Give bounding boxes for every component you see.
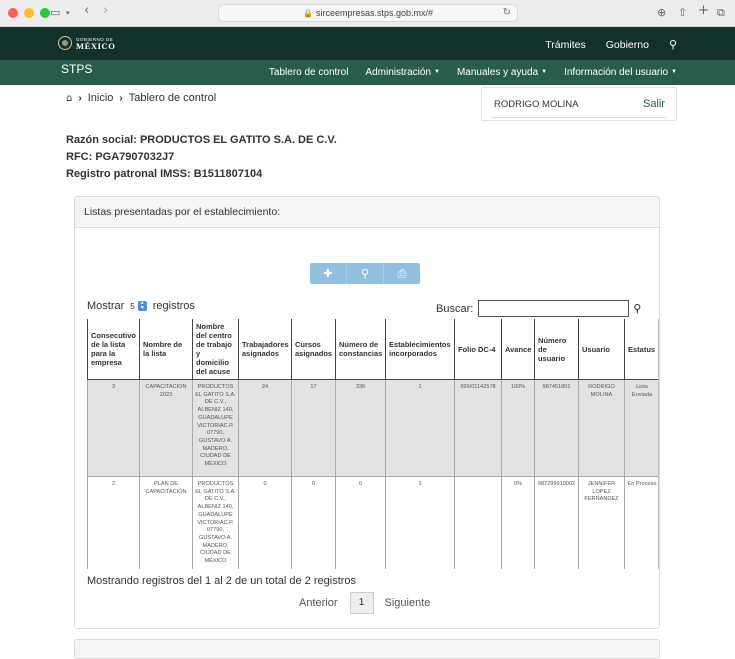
- table-cell: 999/01142578: [455, 380, 502, 477]
- url-text: sirceempresas.stps.gob.mx/#: [315, 8, 433, 18]
- nav-gobierno[interactable]: Gobierno: [605, 38, 649, 51]
- table-cell: 100%: [502, 380, 535, 477]
- page-length-control: [87, 300, 195, 312]
- gov-nav: [545, 38, 677, 51]
- show-label: Mostrar: [87, 300, 125, 312]
- new-tab-icon[interactable]: +: [698, 3, 709, 18]
- lock-icon: 🔒: [302, 8, 313, 18]
- table-cell: Lista Enviada: [625, 380, 660, 477]
- lists-table-wrapper[interactable]: [87, 319, 659, 569]
- breadcrumb-current: Tablero de control: [128, 92, 217, 104]
- action-buttons: [310, 263, 420, 284]
- breadcrumb: [66, 92, 216, 104]
- col-header[interactable]: Cursos asignados: [292, 319, 336, 380]
- table-cell: [455, 477, 502, 570]
- address-bar[interactable]: [218, 4, 518, 22]
- col-header[interactable]: Número de constancias: [336, 319, 386, 380]
- download-icon[interactable]: ⊕: [657, 6, 667, 19]
- razon-social: Razón social: PRODUCTOS EL GATITO S.A. DE C.V.: [66, 134, 337, 146]
- table-cell: 987299910002: [535, 477, 579, 570]
- nav-tramites[interactable]: Trámites: [545, 38, 586, 51]
- col-header[interactable]: Consecutivo de la lista para la empresa: [88, 319, 140, 380]
- registro-imss: Registro patronal IMSS: B1511807104: [66, 168, 263, 180]
- share-icon[interactable]: ⇧: [678, 6, 688, 19]
- table-row[interactable]: [88, 380, 660, 477]
- chevron-down-icon[interactable]: ▾: [66, 9, 70, 17]
- gov-logo[interactable]: [58, 36, 116, 50]
- window-controls: [8, 8, 50, 18]
- browser-toolbar: [0, 0, 735, 27]
- forward-icon[interactable]: ›: [103, 3, 109, 18]
- search-input[interactable]: [478, 300, 629, 317]
- caret-down-icon: ▼: [541, 69, 548, 75]
- search-list-button[interactable]: ⚲: [347, 263, 384, 284]
- menu-info-usuario[interactable]: Información del usuario ▼: [564, 67, 677, 78]
- add-list-button[interactable]: ✚: [310, 263, 347, 284]
- table-cell: 336: [336, 380, 386, 477]
- table-cell: 0: [336, 477, 386, 570]
- prev-page-button[interactable]: Anterior: [299, 597, 338, 609]
- panel-heading: Listas presentadas por el establecimiento:: [75, 197, 659, 228]
- table-cell: 0: [239, 477, 292, 570]
- logout-link[interactable]: Salir: [642, 98, 665, 110]
- main-menu: [269, 67, 677, 78]
- col-header[interactable]: Número de usuario: [535, 319, 579, 380]
- table-info: Mostrando registros del 1 al 2 de un total de 2 registros: [87, 575, 357, 587]
- table-cell: 17: [292, 380, 336, 477]
- next-panel: [74, 639, 660, 659]
- col-header[interactable]: Nombre de la lista: [140, 319, 193, 380]
- home-icon[interactable]: ⌂: [66, 92, 73, 104]
- back-icon[interactable]: ‹: [84, 3, 90, 18]
- logo-small-text: GOBIERNO DE: [76, 37, 114, 42]
- table-cell: 1: [386, 477, 455, 570]
- caret-down-icon: ▼: [671, 69, 677, 75]
- table-cell: 987451801: [535, 380, 579, 477]
- search-label: Buscar:: [436, 302, 474, 315]
- pagination: [299, 592, 430, 614]
- seal-icon: [58, 36, 72, 50]
- search-icon[interactable]: ⚲: [633, 302, 642, 315]
- zoom-window-button[interactable]: [40, 8, 50, 18]
- table-cell: PRODUCTOS EL GATITO S.A. DE C.V., ALBENIZ 140, GUADALUPE VICTORIAC.P. 07790, GUSTAVO A. MADERO, CIUDAD DE MÉXICO: [193, 477, 239, 570]
- lists-table: [87, 319, 659, 569]
- divider: [492, 117, 666, 118]
- table-cell: RODRIGO MOLINA: [579, 380, 625, 477]
- reload-icon[interactable]: ↻: [502, 7, 511, 18]
- tabs-icon[interactable]: ⧉: [717, 6, 725, 19]
- menu-tablero[interactable]: Tablero de control: [268, 67, 349, 78]
- chevron-right-icon: ›: [119, 92, 123, 104]
- next-page-button[interactable]: Siguiente: [384, 597, 431, 609]
- select-arrows-icon: ▴ ▾: [138, 301, 147, 311]
- table-cell: En Proceso: [625, 477, 660, 570]
- col-header[interactable]: Trabajadores asignados: [239, 319, 292, 380]
- col-header[interactable]: Establecimientos incorporados: [386, 319, 455, 380]
- minimize-window-button[interactable]: [24, 8, 34, 18]
- table-cell: 1: [386, 380, 455, 477]
- rfc: RFC: PGA7907032J7: [66, 151, 175, 163]
- sidebar-icon[interactable]: ▭: [50, 6, 61, 19]
- close-window-button[interactable]: [8, 8, 18, 18]
- user-box: [481, 87, 677, 121]
- print-button[interactable]: ⎙: [384, 263, 420, 284]
- user-name: RODRIGO MOLINA: [494, 99, 579, 110]
- company-info: [66, 132, 337, 183]
- page-length-select[interactable]: 5 ▴ ▾: [128, 301, 148, 311]
- col-header[interactable]: Estatus: [625, 319, 660, 380]
- table-cell: 24: [239, 380, 292, 477]
- table-cell: JENNIFER LOPEZ FERNANDEZ: [579, 477, 625, 570]
- caret-down-icon: ▼: [434, 69, 440, 75]
- table-cell: 2: [88, 477, 140, 570]
- table-row[interactable]: [88, 477, 660, 570]
- stps-bar: [0, 60, 735, 85]
- stps-title[interactable]: STPS: [61, 62, 93, 76]
- table-cell: 3: [88, 380, 140, 477]
- lists-panel: [74, 196, 660, 629]
- table-cell: 0%: [502, 477, 535, 570]
- col-header[interactable]: Avance: [502, 319, 535, 380]
- table-cell: PLAN DE CAPACITACIÓN: [140, 477, 193, 570]
- menu-manuales[interactable]: Manuales y ayuda ▼: [456, 67, 548, 78]
- breadcrumb-inicio[interactable]: Inicio: [87, 92, 114, 104]
- col-header[interactable]: Nombre del centro de trabajo y domicilio del acuse: [193, 319, 239, 380]
- col-header[interactable]: Usuario: [579, 319, 625, 380]
- table-cell: CAPACITACION 2023: [140, 380, 193, 477]
- chevron-right-icon: ›: [78, 92, 82, 104]
- gov-header: [0, 27, 735, 60]
- logo-big-text: MÉXICO: [76, 41, 116, 51]
- records-label: registros: [152, 300, 195, 312]
- search-icon[interactable]: ⚲: [668, 38, 677, 51]
- page-1-button[interactable]: 1: [350, 592, 374, 614]
- table-cell: PRODUCTOS EL GATITO S.A. DE C.V., ALBENIZ 140, GUADALUPE VICTORIAC.P. 07790, GUSTAVO A. MADERO, CIUDAD DE MÉXICO: [193, 380, 239, 477]
- table-search: [436, 300, 641, 317]
- menu-administracion[interactable]: Administración ▼: [365, 67, 440, 78]
- col-header[interactable]: Folio DC-4: [455, 319, 502, 380]
- table-cell: 0: [292, 477, 336, 570]
